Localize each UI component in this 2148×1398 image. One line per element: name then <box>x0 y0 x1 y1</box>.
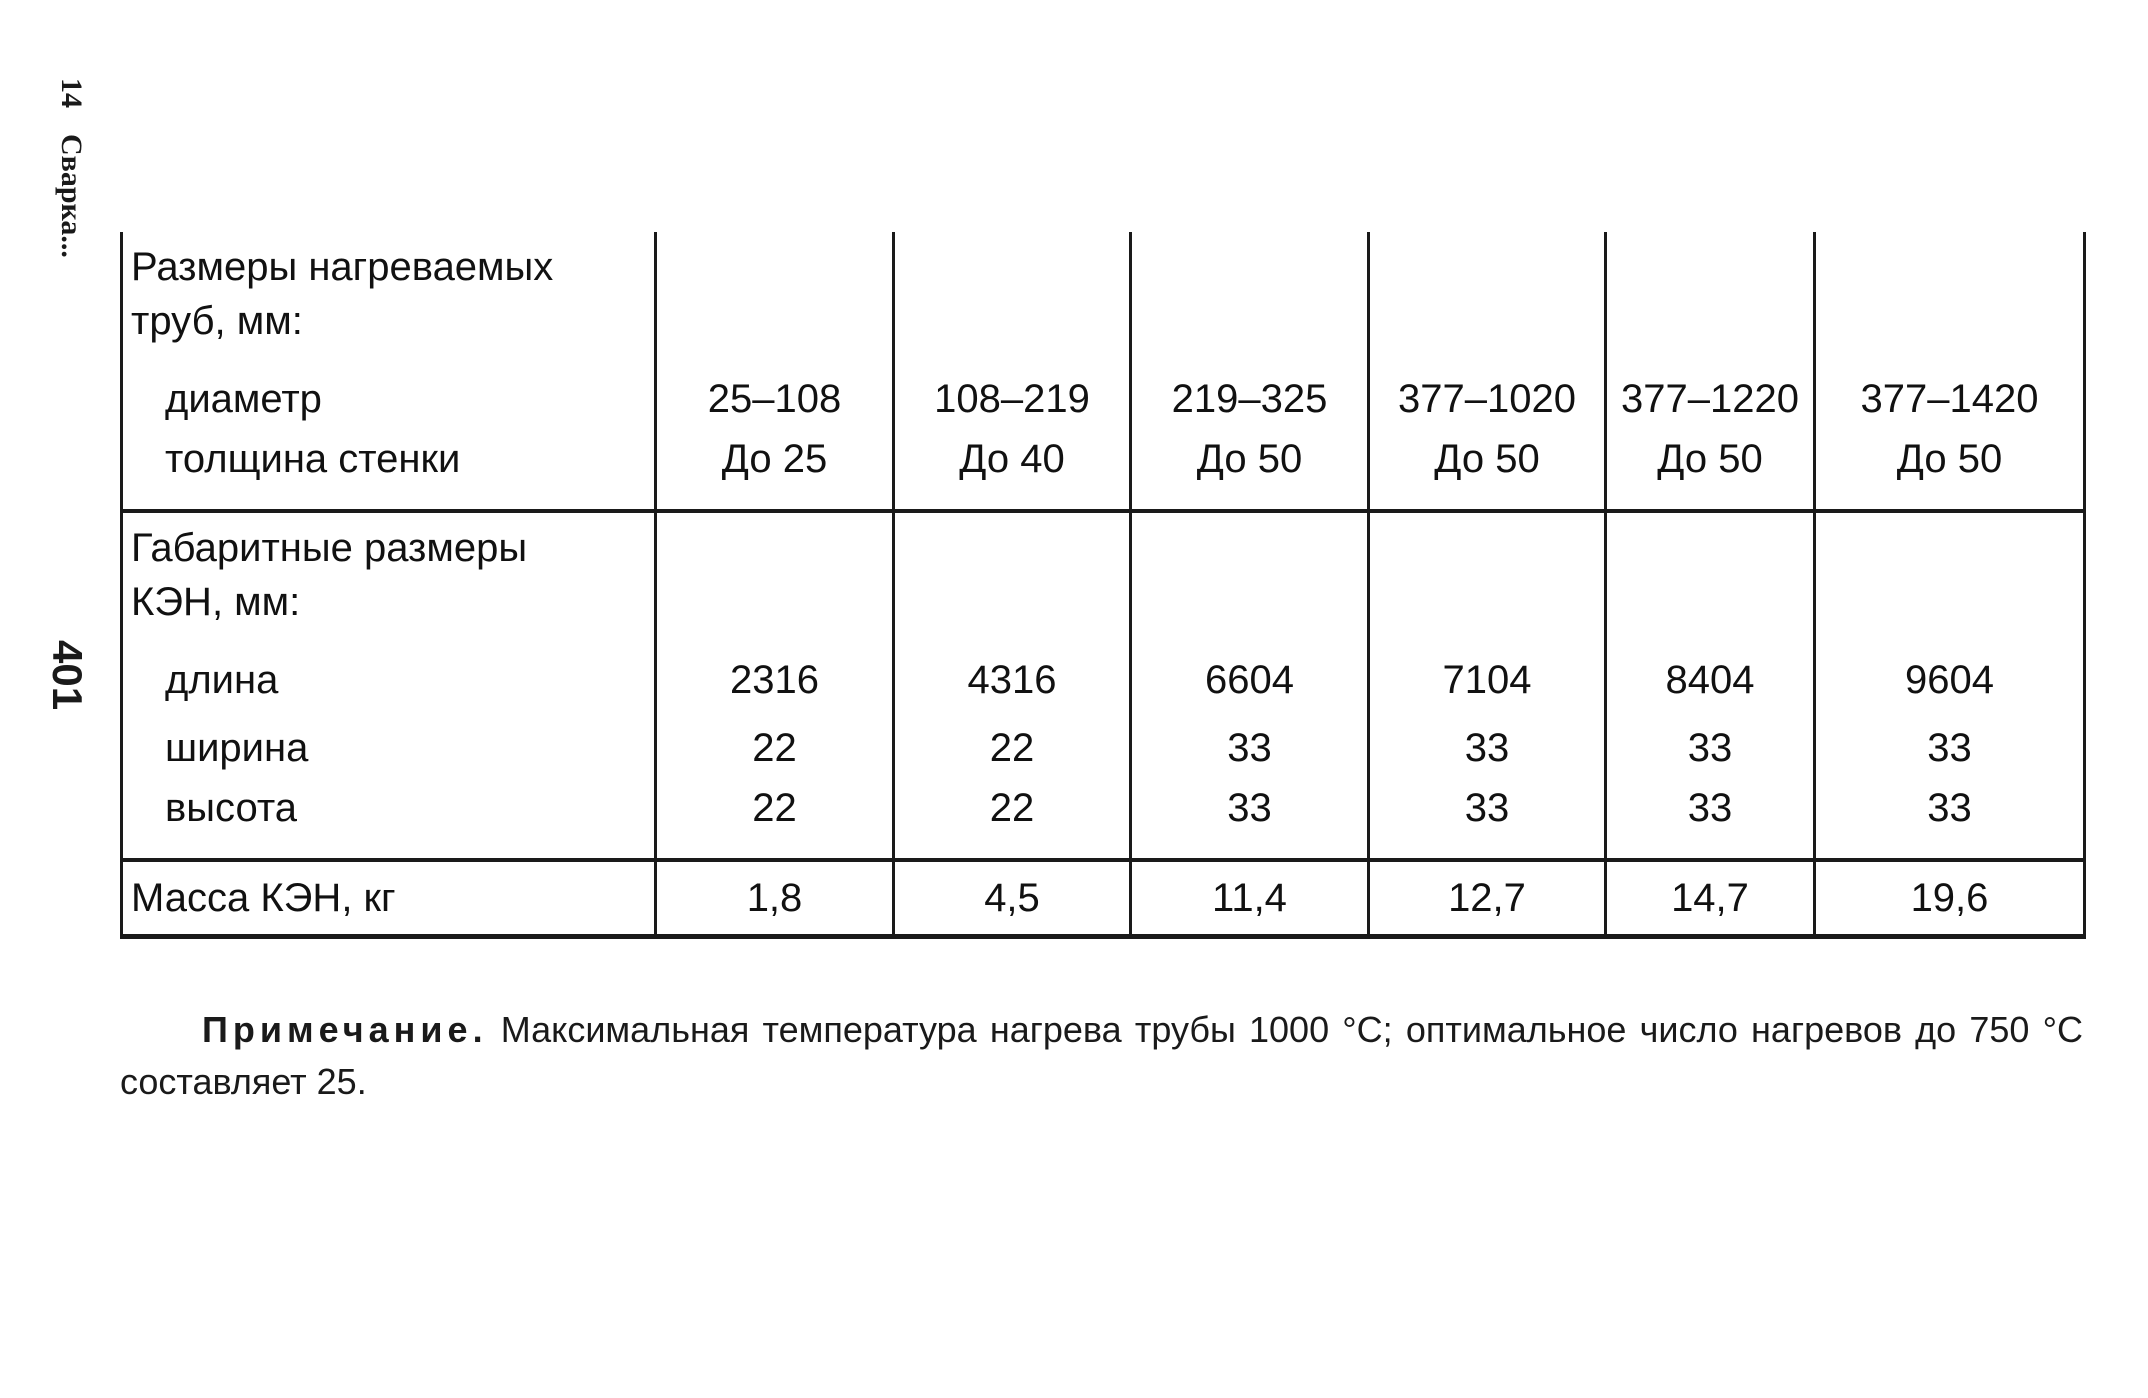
table-cell: 9604 <box>1815 646 2085 714</box>
table-cell: 33 <box>1369 714 1606 782</box>
section-heading: Габаритные размеры КЭН, мм: <box>122 511 656 646</box>
table-cell: 33 <box>1606 782 1815 860</box>
table-cell: 6604 <box>1131 646 1369 714</box>
table-cell: 22 <box>656 714 894 782</box>
table-cell: 22 <box>656 782 894 860</box>
table-row <box>122 782 2085 860</box>
table-cell: 14,7 <box>1606 860 1815 937</box>
row-label: высота <box>122 782 656 860</box>
table-cell: 33 <box>1815 782 2085 860</box>
table-row <box>122 646 2085 714</box>
table-cell: 19,6 <box>1815 860 2085 937</box>
spec-table <box>120 232 2086 939</box>
mass-row <box>122 860 2085 937</box>
row-label: Масса КЭН, кг <box>122 860 656 937</box>
table-cell: 33 <box>1815 714 2085 782</box>
table-cell: 12,7 <box>1369 860 1606 937</box>
table-cell: 2316 <box>656 646 894 714</box>
table-cell: 33 <box>1369 782 1606 860</box>
table-cell: 1,8 <box>656 860 894 937</box>
table-row <box>122 433 2085 511</box>
section-heading-row <box>122 511 2085 646</box>
table-cell: 33 <box>1131 714 1369 782</box>
table-cell: 377–1420 <box>1815 365 2085 433</box>
section-heading: Размеры нагреваемых труб, мм: <box>122 232 656 365</box>
row-label: толщина стенки <box>122 433 656 511</box>
table-cell: 33 <box>1131 782 1369 860</box>
table-row <box>122 714 2085 782</box>
table-cell: 11,4 <box>1131 860 1369 937</box>
table-cell: 108–219 <box>894 365 1131 433</box>
section-number: 14 <box>55 78 88 108</box>
table-cell: 4316 <box>894 646 1131 714</box>
table-cell: 377–1220 <box>1606 365 1815 433</box>
table-cell: До 40 <box>894 433 1131 511</box>
chapter-title: Сварка... <box>55 134 88 258</box>
section-heading-row <box>122 232 2085 365</box>
table-cell: 4,5 <box>894 860 1131 937</box>
table-cell: 7104 <box>1369 646 1606 714</box>
table-cell: 22 <box>894 714 1131 782</box>
table-cell: До 50 <box>1815 433 2085 511</box>
note-text: Максимальная температура нагрева трубы 1000 °С; оптимальное число нагревов до 750 °С составляет 25. <box>120 1009 2083 1102</box>
table-cell: До 25 <box>656 433 894 511</box>
table-cell: 33 <box>1606 714 1815 782</box>
table-row <box>122 365 2085 433</box>
page-number: 401 <box>44 640 91 711</box>
table-note <box>120 1004 2083 1108</box>
table-cell: 8404 <box>1606 646 1815 714</box>
table-cell: 377–1020 <box>1369 365 1606 433</box>
table-cell: До 50 <box>1131 433 1369 511</box>
table-cell: До 50 <box>1369 433 1606 511</box>
table-cell: До 50 <box>1606 433 1815 511</box>
table-cell: 22 <box>894 782 1131 860</box>
table-cell: 219–325 <box>1131 365 1369 433</box>
note-label: Примечание. <box>202 1009 488 1050</box>
row-label: ширина <box>122 714 656 782</box>
table-cell: 25–108 <box>656 365 894 433</box>
row-label: диаметр <box>122 365 656 433</box>
running-header <box>56 78 86 258</box>
row-label: длина <box>122 646 656 714</box>
